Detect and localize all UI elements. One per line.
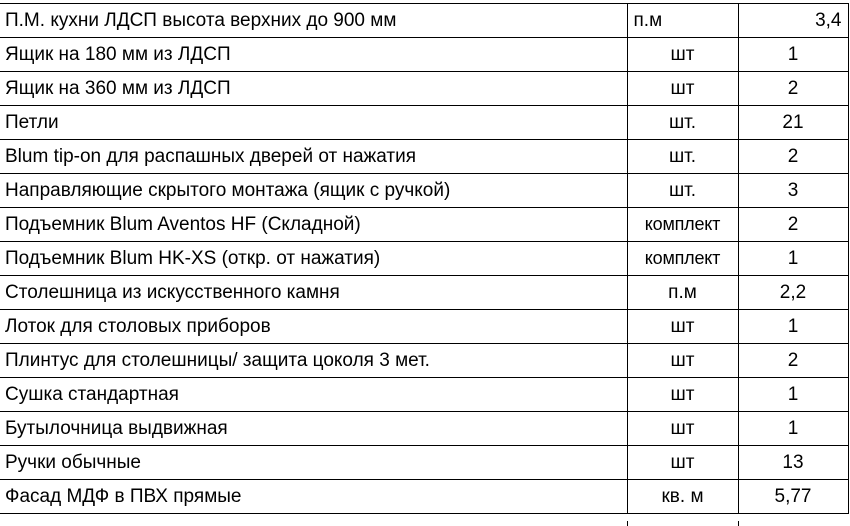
cell-qty[interactable]: 2 xyxy=(738,344,848,378)
cell-name[interactable]: Ящик на 180 мм из ЛДСП xyxy=(0,38,627,72)
table-row xyxy=(0,446,848,480)
cell-qty[interactable]: 3 xyxy=(738,174,848,208)
cell-name[interactable]: Подъемник Blum HK-XS (откр. от нажатия) xyxy=(0,242,627,276)
table-row xyxy=(0,4,848,38)
table-row xyxy=(0,344,848,378)
table-row xyxy=(0,378,848,412)
cell-qty[interactable]: 1 xyxy=(738,242,848,276)
cell-qty[interactable]: 1 xyxy=(738,310,848,344)
cell-name[interactable]: Петли xyxy=(0,106,627,140)
cell-name[interactable]: Blum tip-on для распашных дверей от нажатия xyxy=(0,140,627,174)
table-row xyxy=(0,242,848,276)
cell-name[interactable]: Лоток для столовых приборов xyxy=(0,310,627,344)
cell-unit[interactable]: п.м xyxy=(627,276,738,310)
cell-qty[interactable]: 5,77 xyxy=(738,480,848,514)
cell-qty[interactable]: 3,4 xyxy=(738,4,848,38)
cell-qty[interactable]: 1 xyxy=(738,38,848,72)
cell-unit[interactable]: шт xyxy=(627,38,738,72)
cell-qty[interactable]: 1 xyxy=(738,378,848,412)
cell-name[interactable]: П.М. кухни ЛДСП высота верхних до 900 мм xyxy=(0,4,627,38)
column-divider xyxy=(738,521,739,526)
cell-name[interactable]: Столешница из искусственного камня xyxy=(0,276,627,310)
cell-unit[interactable]: шт xyxy=(627,446,738,480)
cell-qty[interactable]: 2,2 xyxy=(738,276,848,310)
cell-qty[interactable]: 2 xyxy=(738,140,848,174)
cell-unit[interactable]: шт xyxy=(627,378,738,412)
table-row xyxy=(0,276,848,310)
table-row xyxy=(0,174,848,208)
table-row xyxy=(0,140,848,174)
cell-name[interactable]: Ручки обычные xyxy=(0,446,627,480)
cell-unit[interactable]: кв. м xyxy=(627,480,738,514)
table-row xyxy=(0,72,848,106)
cell-name[interactable]: Фасад МДФ в ПВХ прямые xyxy=(0,480,627,514)
cell-unit[interactable]: шт. xyxy=(627,174,738,208)
cell-unit[interactable]: шт xyxy=(627,310,738,344)
cell-qty[interactable]: 13 xyxy=(738,446,848,480)
materials-table xyxy=(0,3,849,514)
cell-name[interactable]: Плинтус для столешницы/ защита цоколя 3 мет. xyxy=(0,344,627,378)
cell-qty[interactable]: 2 xyxy=(738,208,848,242)
cell-qty[interactable]: 21 xyxy=(738,106,848,140)
cell-unit[interactable]: шт xyxy=(627,72,738,106)
cell-unit[interactable]: п.м xyxy=(627,4,738,38)
cell-unit[interactable]: шт. xyxy=(627,106,738,140)
cell-unit[interactable]: шт xyxy=(627,412,738,446)
table-row xyxy=(0,480,848,514)
table-row xyxy=(0,106,848,140)
cell-name[interactable]: Подъемник Blum Aventos HF (Складной) xyxy=(0,208,627,242)
column-divider xyxy=(627,521,628,526)
cell-name[interactable]: Сушка стандартная xyxy=(0,378,627,412)
cell-unit[interactable]: комплект xyxy=(627,208,738,242)
cell-name[interactable]: Бутылочница выдвижная xyxy=(0,412,627,446)
cell-unit[interactable]: комплект xyxy=(627,242,738,276)
cell-unit[interactable]: шт. xyxy=(627,140,738,174)
table-row xyxy=(0,412,848,446)
table-row xyxy=(0,310,848,344)
cell-qty[interactable]: 2 xyxy=(738,72,848,106)
cell-name[interactable]: Ящик на 360 мм из ЛДСП xyxy=(0,72,627,106)
cell-unit[interactable]: шт xyxy=(627,344,738,378)
cell-qty[interactable]: 1 xyxy=(738,412,848,446)
cell-name[interactable]: Направляющие скрытого монтажа (ящик с ручкой) xyxy=(0,174,627,208)
table-row xyxy=(0,38,848,72)
table-row xyxy=(0,208,848,242)
